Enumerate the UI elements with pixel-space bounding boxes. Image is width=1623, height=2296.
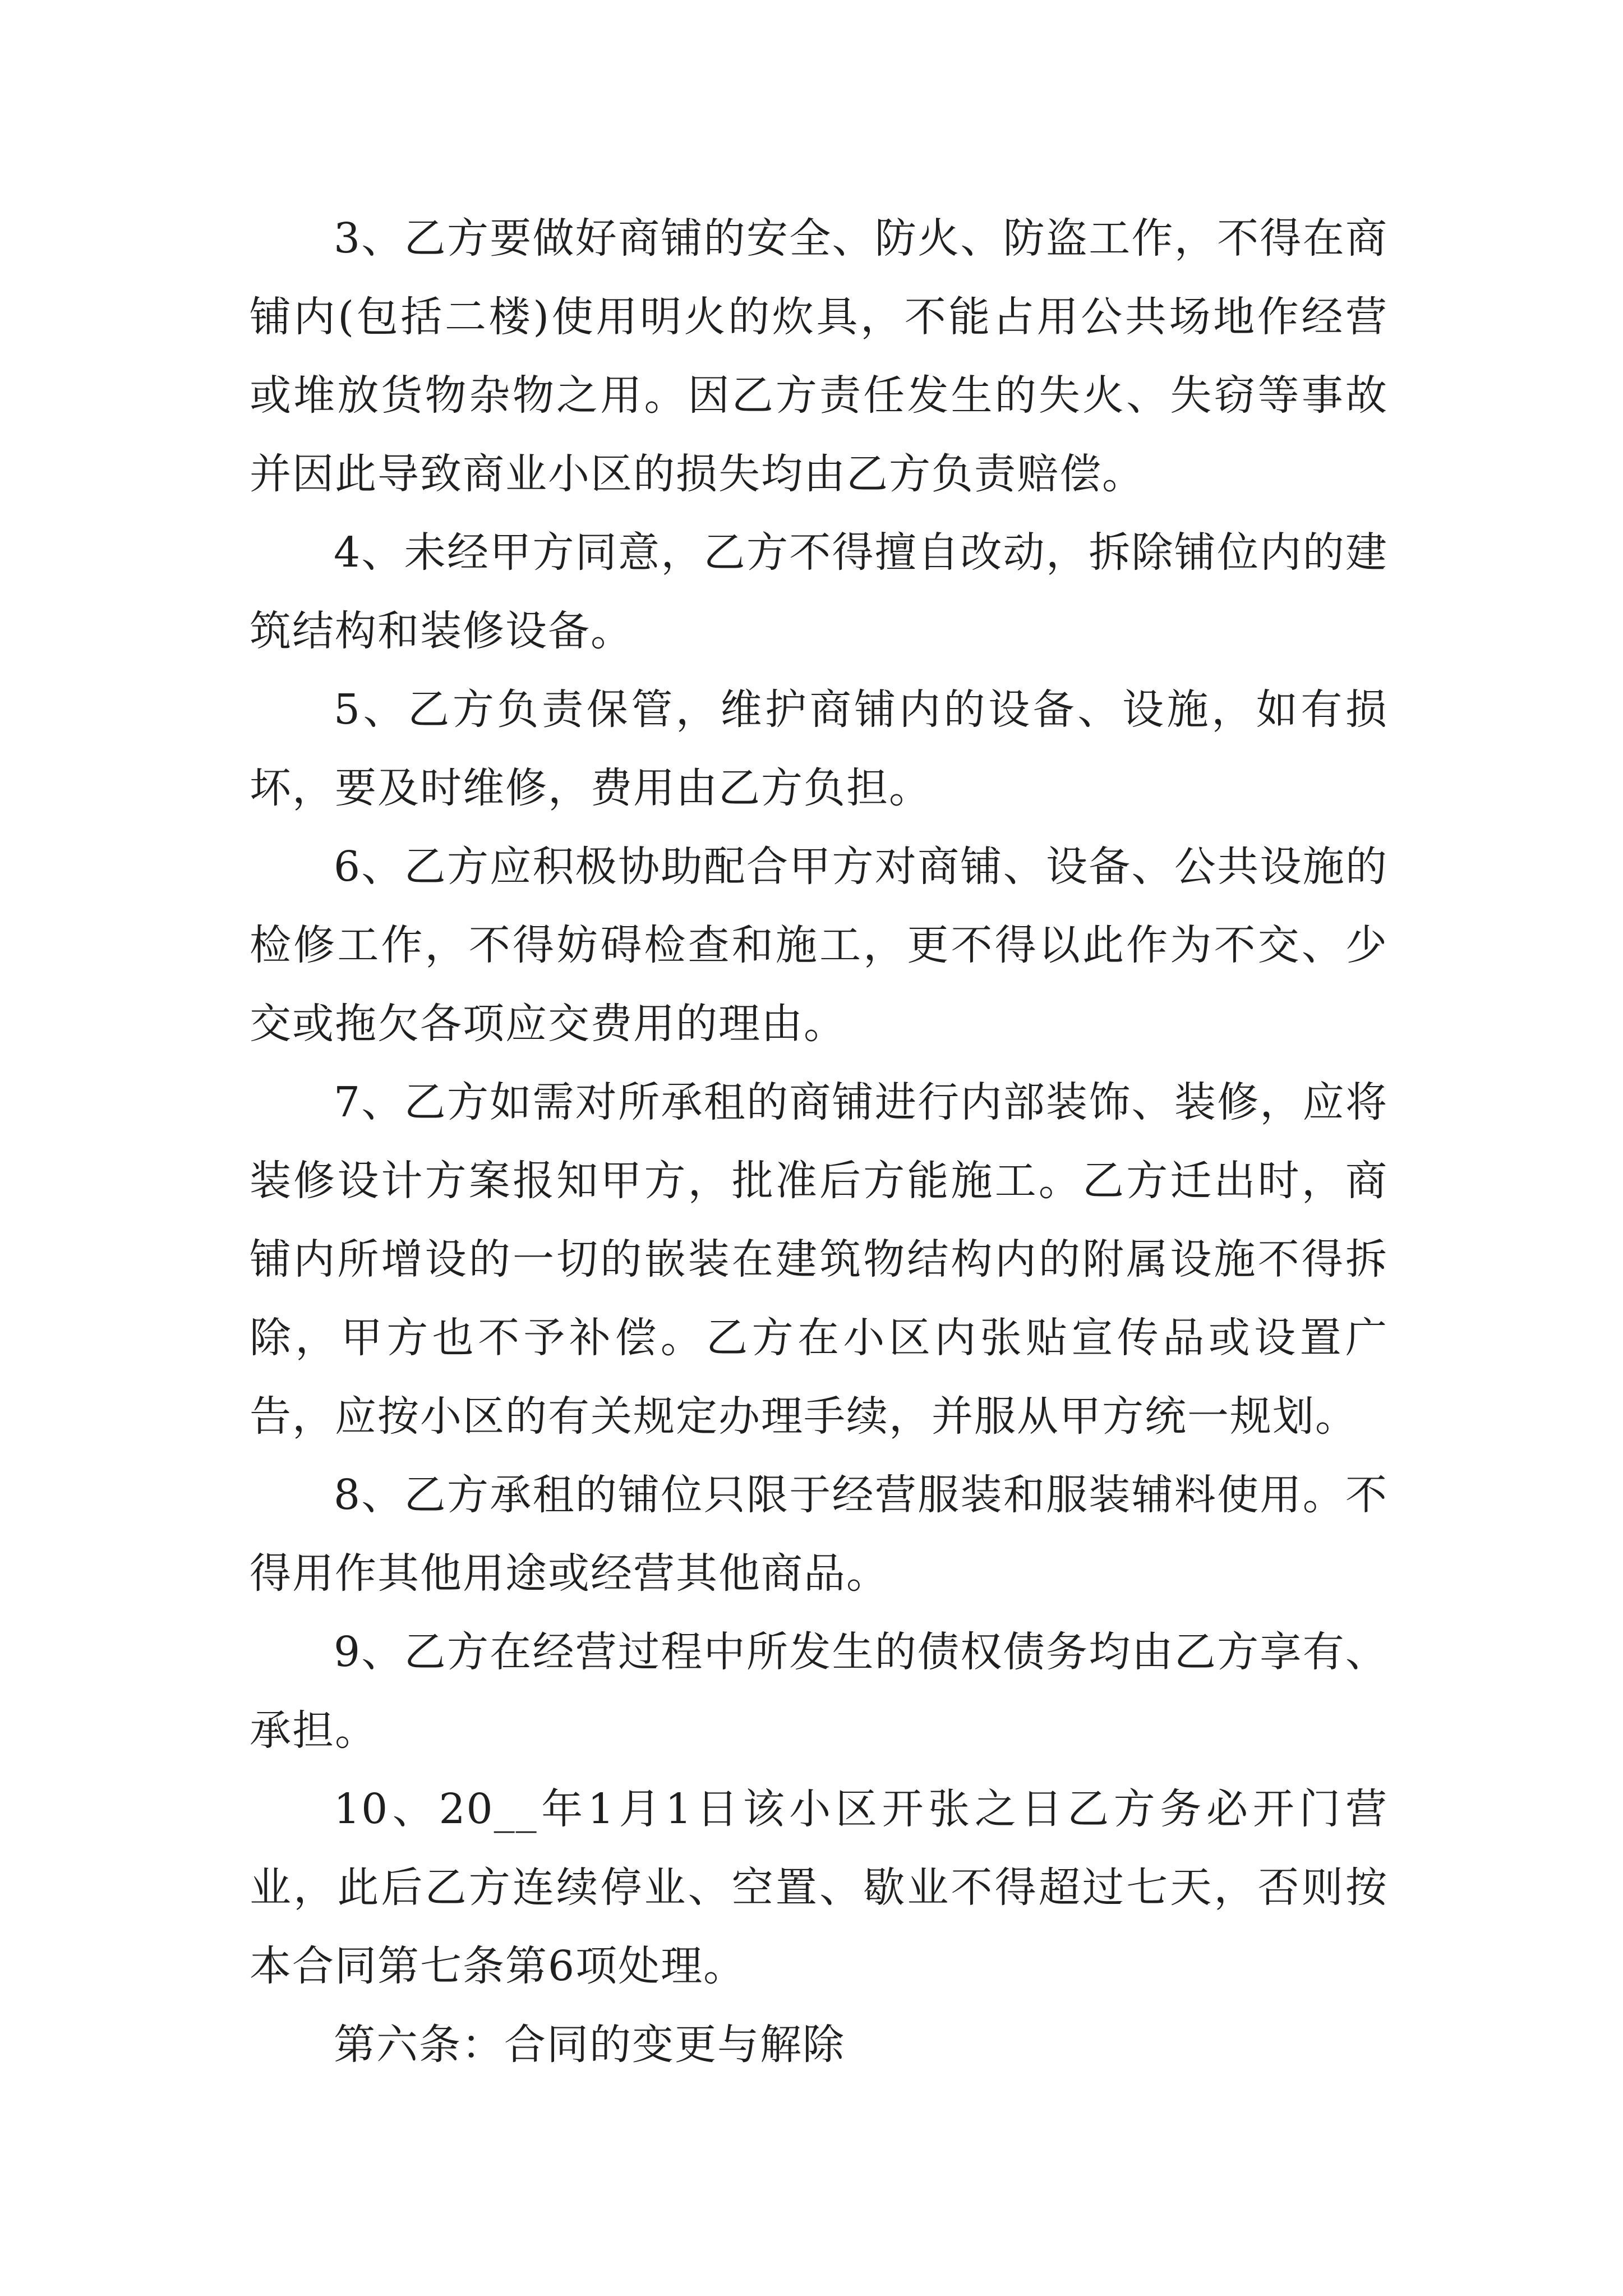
clause-10: 10、20__年1月1日该小区开张之日乙方务必开门营业，此后乙方连续停业、空置、歇业不得超过七天，否则按本合同第七条第6项处理。	[250, 1785, 1388, 1990]
clause-7: 7、乙方如需对所承租的商铺进行内部装饰、装修，应将装修设计方案报知甲方，批准后方能施工。乙方迁出时，商铺内所增设的一切的嵌装在建筑物结构内的附属设施不得拆除，甲方也不予补偿。乙方在小区内张贴宣传品或设置广告，应按小区的有关规定办理手续，并服从甲方统一规划。	[250, 1078, 1388, 1441]
document-body	[250, 199, 1388, 2084]
clause-3: 3、乙方要做好商铺的安全、防火、防盗工作，不得在商铺内(包括二楼)使用明火的炊具，不能占用公共场地作经营或堆放货物杂物之用。因乙方责任发生的失火、失窃等事故并因此导致商业小区的损失均由乙方负责赔偿。	[250, 214, 1388, 498]
clause-8: 8、乙方承租的铺位只限于经营服装和服装辅料使用。不得用作其他用途或经营其他商品。	[250, 1471, 1388, 1598]
clause-6: 6、乙方应积极协助配合甲方对商铺、设备、公共设施的检修工作，不得妨碍检查和施工，更不得以此作为不交、少交或拖欠各项应交费用的理由。	[250, 843, 1388, 1048]
clause-9: 9、乙方在经营过程中所发生的债权债务均由乙方享有、承担。	[250, 1628, 1388, 1755]
section-heading: 第六条：合同的变更与解除	[334, 2021, 845, 2069]
clause-4: 4、未经甲方同意，乙方不得擅自改动，拆除铺位内的建筑结构和装修设备。	[250, 528, 1388, 655]
clause-5: 5、乙方负责保管，维护商铺内的设备、设施，如有损坏，要及时维修，费用由乙方负担。	[250, 685, 1388, 812]
